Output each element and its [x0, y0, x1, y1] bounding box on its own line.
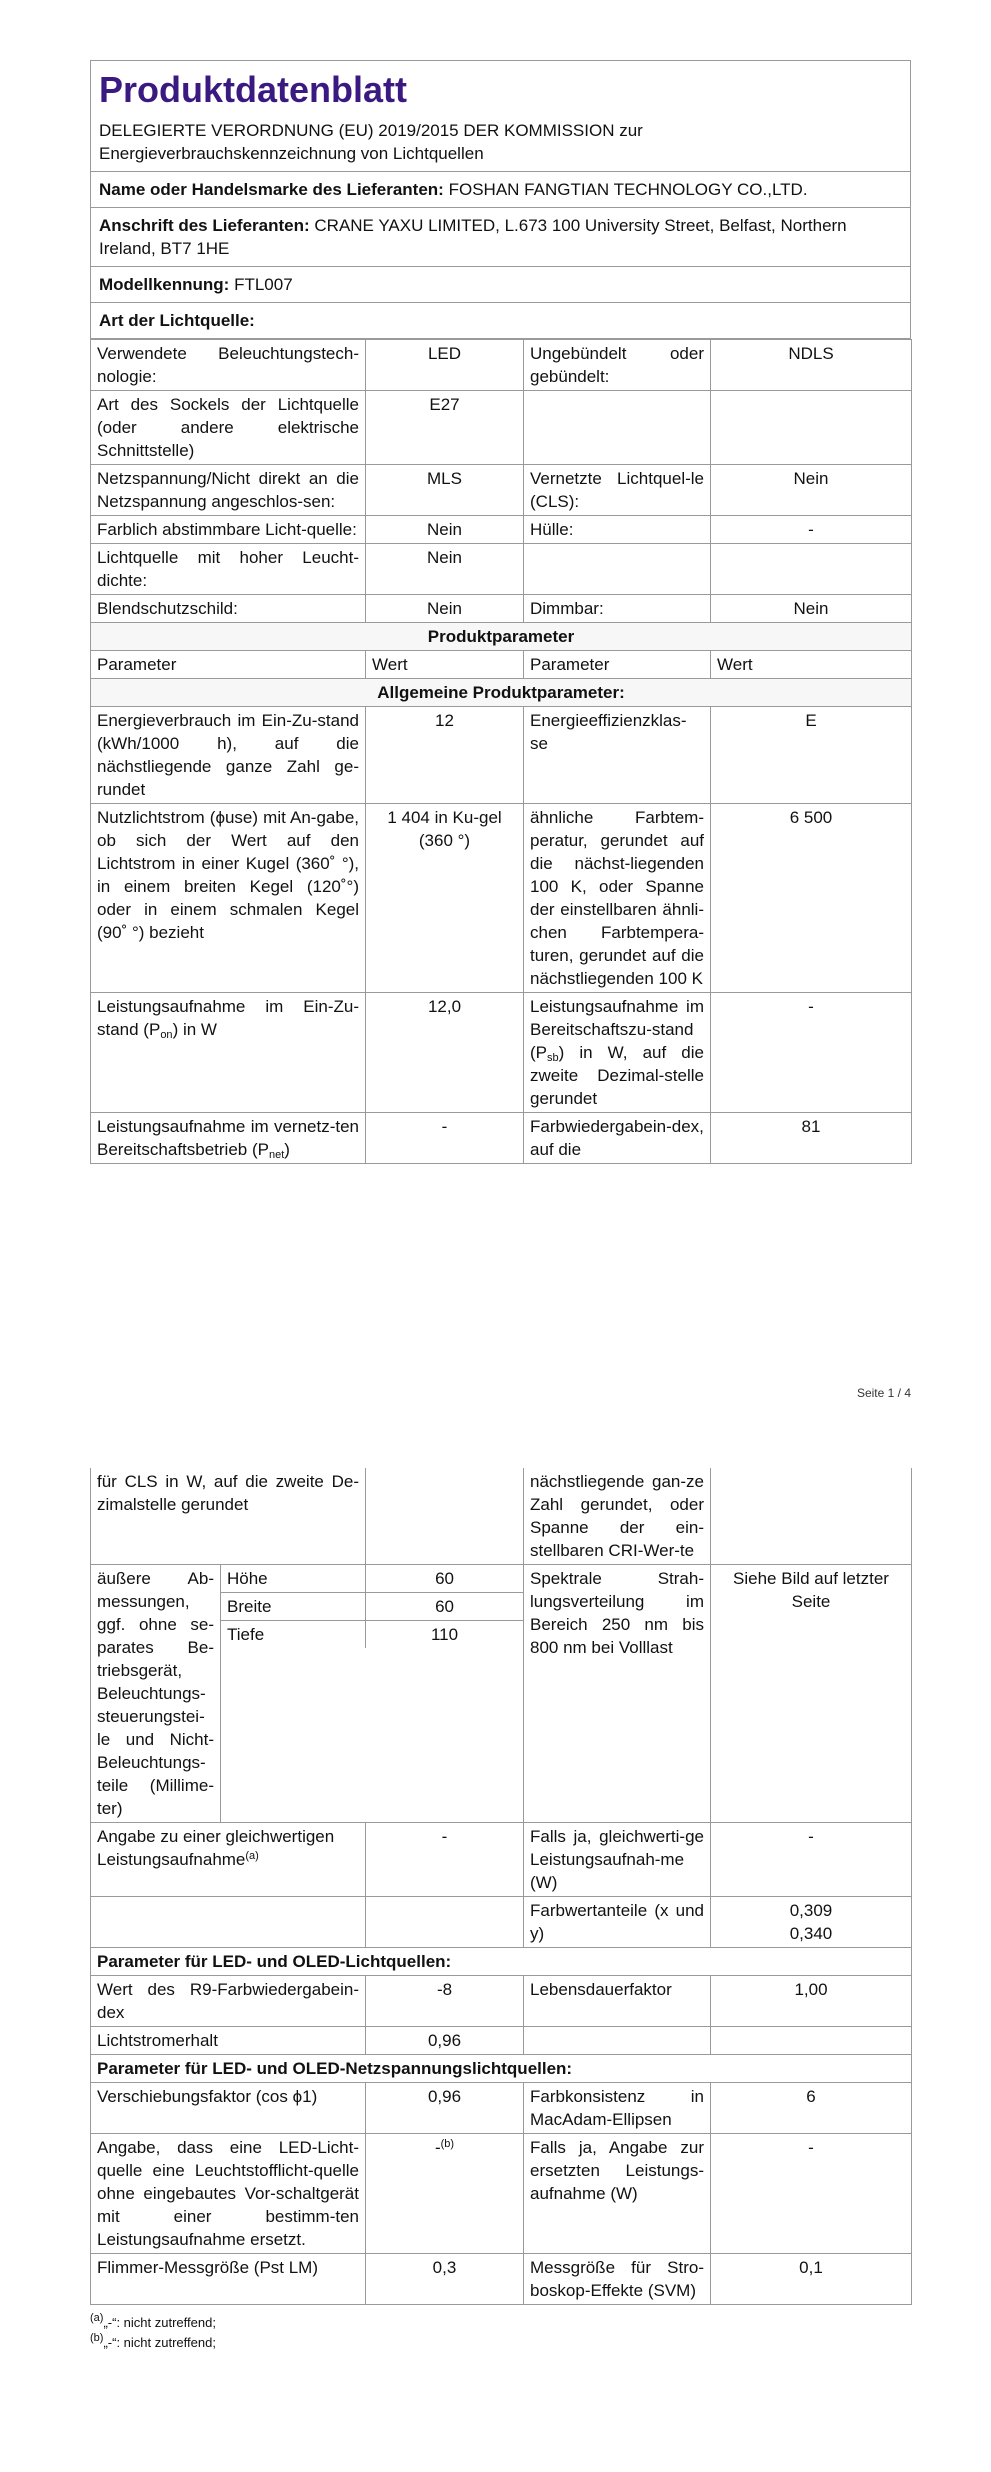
value-cell — [366, 2134, 524, 2254]
param-cell: Dimmbar: — [524, 595, 711, 623]
param-cell: nächstliegende gan-ze Zahl gerundet, oder Spanne der ein-stellbaren CRI-Wer-te — [524, 1468, 711, 1565]
section-heading-row — [91, 2055, 912, 2083]
column-header-parameter: Parameter — [91, 651, 366, 679]
value-cell — [711, 391, 912, 465]
value-cell — [366, 1897, 524, 1948]
table-row — [91, 544, 912, 595]
value-cell: 0,1 — [711, 2254, 912, 2305]
psb-text: Leistungsaufnahme im Bereitschaftszu-stand (P — [530, 997, 704, 1062]
model-row — [90, 267, 911, 303]
param-cell: Wert des R9-Farbwiedergabein-dex — [91, 1976, 366, 2027]
param-cell — [91, 993, 366, 1113]
param-cell: Ungebündelt oder gebündelt: — [524, 340, 711, 391]
value-cell: 1 404 in Ku-gel (360 °) — [366, 804, 524, 993]
param-cell: für CLS in W, auf die zweite De-zimalstelle gerundet — [91, 1468, 366, 1565]
value-cell — [711, 1468, 912, 1565]
value-cell — [711, 1897, 912, 1948]
value-cell: -8 — [366, 1976, 524, 2027]
address-row — [90, 208, 911, 267]
section-heading-row — [91, 679, 912, 707]
footnote-mark: (b) — [90, 2332, 104, 2344]
param-cell — [524, 993, 711, 1113]
value-cell: 81 — [711, 1113, 912, 1164]
regulation-text: DELEGIERTE VERORDNUNG (EU) 2019/2015 DER KOMMISSION zur Energieverbrauchskennzeichnung von Lichtquellen — [99, 121, 643, 163]
value-cell: 1,00 — [711, 1976, 912, 2027]
table-row — [91, 340, 912, 391]
value-cell: 12 — [366, 707, 524, 804]
supplier-label: Name oder Handelsmarke des Lieferanten: — [99, 180, 444, 199]
datasheet-page-1 — [90, 60, 911, 1400]
chromaticity-x: 0,309 — [789, 1901, 833, 1920]
value-cell: - — [366, 1823, 524, 1897]
general-parameters-heading: Allgemeine Produktparameter: — [91, 679, 912, 707]
table-row — [91, 595, 912, 623]
value-cell: Nein — [366, 544, 524, 595]
dimension-name: Breite — [221, 1593, 366, 1621]
value-cell: Siehe Bild auf letzter Seite — [711, 1565, 912, 1823]
param-cell: Lichtquelle mit hoher Leucht-dichte: — [91, 544, 366, 595]
param-cell: Lichtstromerhalt — [91, 2027, 366, 2055]
dimensions-cell — [221, 1565, 524, 1823]
dimensions-table — [221, 1565, 523, 1648]
chromaticity-y: 0,340 — [789, 1924, 833, 1943]
datasheet-page-2 — [90, 1468, 911, 2353]
value-cell — [711, 544, 912, 595]
param-cell: Energieverbrauch im Ein-Zu-stand (kWh/1000 h), auf die nächstliegende ganze Zahl ge-rundet — [91, 707, 366, 804]
value-cell: Nein — [711, 595, 912, 623]
param-cell: Falls ja, gleichwerti-ge Leistungsaufnah-me (W) — [524, 1823, 711, 1897]
param-cell: Hülle: — [524, 516, 711, 544]
column-header-value: Wert — [366, 651, 524, 679]
footnote-ref-b: (b) — [440, 2138, 455, 2150]
table-row — [91, 2254, 912, 2305]
param-cell: Verschiebungsfaktor (cos ϕ1) — [91, 2083, 366, 2134]
address-label: Anschrift des Lieferanten: — [99, 216, 310, 235]
value-cell: MLS — [366, 465, 524, 516]
footnote-a — [90, 2313, 911, 2333]
value-cell: - — [711, 2134, 912, 2254]
equiv-text: Angabe zu einer gleichwertigen Leistungsaufnahme — [97, 1827, 335, 1869]
param-cell: Messgröße für Stro-boskop-Effekte (SVM) — [524, 2254, 711, 2305]
param-cell: ähnliche Farbtem-peratur, gerundet auf die nächst-liegenden 100 K, oder Spanne der einstellbaren ähnli-chen Farbtempera-turen, gerundet auf die nächstliegenden 100 K — [524, 804, 711, 993]
psb-subscript: sb — [547, 1052, 559, 1064]
dimensions-label: äußere Ab-messungen, ggf. ohne se-parates Be-triebsgerät, Beleuchtungs-steuerungstei-le und Nicht-Beleuchtungs-teile (Millime-ter) — [91, 1565, 221, 1823]
table-row — [91, 391, 912, 465]
value-cell: 0,96 — [366, 2027, 524, 2055]
param-cell: Falls ja, Angabe zur ersetzten Leistungs-aufnahme (W) — [524, 2134, 711, 2254]
replace-value: - — [434, 2138, 441, 2157]
column-header-value: Wert — [711, 651, 912, 679]
value-cell: 6 — [711, 2083, 912, 2134]
column-header-parameter: Parameter — [524, 651, 711, 679]
value-cell: E — [711, 707, 912, 804]
value-cell — [366, 1468, 524, 1565]
value-cell: - — [366, 1113, 524, 1164]
footnote-text: „-“: nicht zutreffend; — [103, 2315, 216, 2330]
page-title: Produktdatenblatt — [99, 69, 408, 110]
table-row — [91, 1823, 912, 1897]
mains-parameters-heading: Parameter für LED- und OLED-Netzspannungslichtquellen: — [91, 2055, 912, 2083]
param-cell: Energieeffizienzklas-se — [524, 707, 711, 804]
param-cell — [91, 1113, 366, 1164]
footnote-ref-a: (a) — [245, 1850, 259, 1862]
table-row — [91, 1565, 912, 1823]
pnet-text-end: ) — [284, 1140, 290, 1159]
parameter-table-page-1 — [90, 339, 912, 1164]
led-parameters-heading: Parameter für LED- und OLED-Lichtquellen: — [91, 1948, 912, 1976]
table-row — [91, 2134, 912, 2254]
footnote-mark: (a) — [90, 2312, 104, 2324]
table-row — [91, 2083, 912, 2134]
table-row — [91, 1113, 912, 1164]
param-cell: Nutzlichtstrom (ϕuse) mit An-gabe, ob sich der Wert auf den Lichtstrom in einer Kugel (360˚ °), in einem breiten Kegel (120˚°) oder in einem schmalen Kegel (90˚ °) bezieht — [91, 804, 366, 993]
table-row — [91, 465, 912, 516]
pnet-subscript: net — [268, 1149, 285, 1161]
value-cell — [711, 2027, 912, 2055]
model-label: Modellkennung: — [99, 275, 230, 294]
supplier-value: FOSHAN FANGTIAN TECHNOLOGY CO.,LTD. — [448, 180, 808, 199]
value-cell: 0,96 — [366, 2083, 524, 2134]
value-cell: - — [711, 516, 912, 544]
supplier-row — [90, 172, 911, 208]
value-cell: - — [711, 1823, 912, 1897]
value-cell: Nein — [711, 465, 912, 516]
model-value: FTL007 — [234, 275, 293, 294]
page-number: Seite 1 / 4 — [856, 1386, 911, 1400]
value-cell: NDLS — [711, 340, 912, 391]
psb-text-end: ) in W, auf die zweite Dezimal-stelle gerundet — [530, 1043, 704, 1108]
value-cell: Nein — [366, 516, 524, 544]
param-cell — [524, 544, 711, 595]
param-cell: Farblich abstimmbare Licht-quelle: — [91, 516, 366, 544]
value-cell: 12,0 — [366, 993, 524, 1113]
dimension-row — [221, 1565, 523, 1593]
table-row — [91, 993, 912, 1113]
param-cell: Blendschutzschild: — [91, 595, 366, 623]
value-cell: 0,3 — [366, 2254, 524, 2305]
param-cell: Vernetzte Lichtquel-le (CLS): — [524, 465, 711, 516]
param-cell — [524, 391, 711, 465]
param-cell — [91, 1823, 366, 1897]
table-row — [91, 804, 912, 993]
dimension-value: 60 — [366, 1593, 523, 1621]
address-value: CRANE YAXU LIMITED, L.673 100 University Street, Belfast, Northern Ireland, BT7 1HE — [99, 216, 847, 258]
dimension-row — [221, 1593, 523, 1621]
light-source-type-row — [90, 303, 911, 339]
pnet-text: Leistungsaufnahme im vernetz-ten Bereitschaftsbetrieb (P — [97, 1117, 359, 1159]
product-parameters-heading: Produktparameter — [91, 623, 912, 651]
pon-text: Leistungsaufnahme im Ein-Zu-stand (P — [97, 997, 359, 1039]
value-cell: - — [711, 993, 912, 1113]
column-header-row — [91, 651, 912, 679]
value-cell: 6 500 — [711, 804, 912, 993]
table-row — [91, 2027, 912, 2055]
param-cell: Farbkonsistenz in MacAdam-Ellipsen — [524, 2083, 711, 2134]
section-heading-row — [91, 623, 912, 651]
param-cell — [91, 1897, 366, 1948]
param-cell: Art des Sockels der Lichtquelle (oder andere elektrische Schnittstelle) — [91, 391, 366, 465]
param-cell: Farbwertanteile (x und y) — [524, 1897, 711, 1948]
table-row — [91, 1976, 912, 2027]
param-cell: Lebensdauerfaktor — [524, 1976, 711, 2027]
value-cell: Nein — [366, 595, 524, 623]
dimension-name: Höhe — [221, 1565, 366, 1593]
table-row — [91, 1468, 912, 1565]
value-cell: E27 — [366, 391, 524, 465]
param-cell: Flimmer-Messgröße (Pst LM) — [91, 2254, 366, 2305]
light-source-type-label: Art der Lichtquelle: — [99, 311, 255, 330]
pon-text-end: ) in W — [172, 1020, 217, 1039]
param-cell: Verwendete Beleuchtungstech-nologie: — [91, 340, 366, 391]
dimension-name: Tiefe — [221, 1621, 366, 1649]
pon-subscript: on — [160, 1029, 173, 1041]
table-row — [91, 516, 912, 544]
footnote-b — [90, 2333, 911, 2353]
dimension-row — [221, 1621, 523, 1649]
title-block — [90, 60, 911, 172]
param-cell: Farbwiedergabein-dex, auf die — [524, 1113, 711, 1164]
param-cell — [524, 2027, 711, 2055]
table-row — [91, 1897, 912, 1948]
dimension-value: 60 — [366, 1565, 523, 1593]
param-cell: Spektrale Strah-lungsverteilung im Bereich 250 nm bis 800 nm bei Volllast — [524, 1565, 711, 1823]
section-heading-row — [91, 1948, 912, 1976]
param-cell: Angabe, dass eine LED-Licht-quelle eine Leuchtstofflicht-quelle ohne eingebautes Vor-schaltgerät mit einer bestimm-ten Leistungsaufnahme ersetzt. — [91, 2134, 366, 2254]
value-cell: LED — [366, 340, 524, 391]
parameter-table-page-2 — [90, 1468, 912, 2305]
footnote-text: „-“: nicht zutreffend; — [103, 2335, 216, 2350]
param-cell: Netzspannung/Nicht direkt an die Netzspannung angeschlos-sen: — [91, 465, 366, 516]
footnotes — [90, 2313, 911, 2353]
table-row — [91, 707, 912, 804]
dimension-value: 110 — [430, 1625, 459, 1644]
